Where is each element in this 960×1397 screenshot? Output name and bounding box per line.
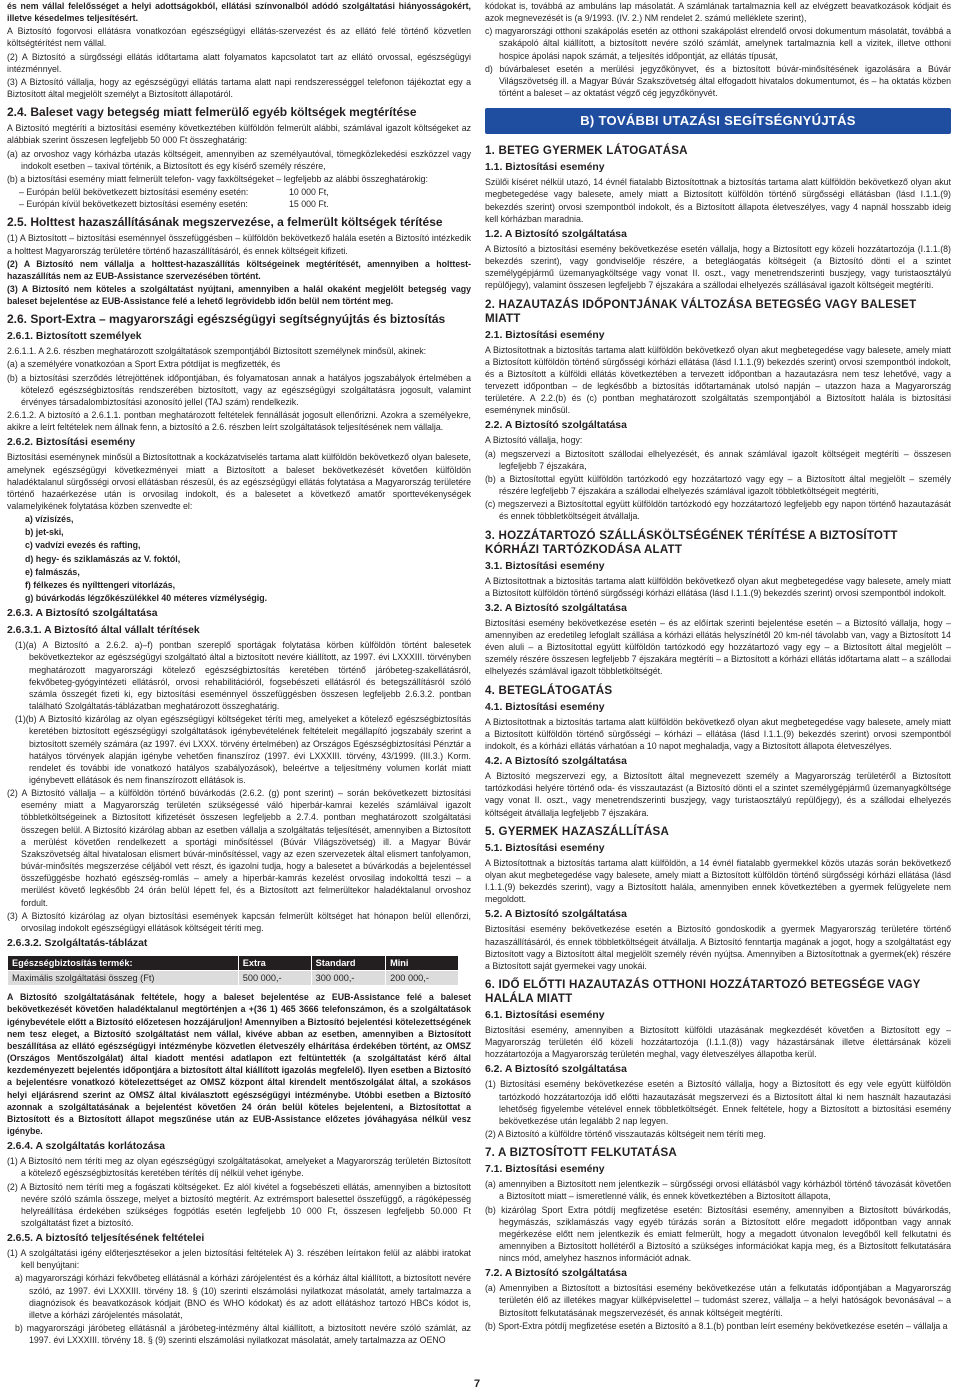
- table-cell: 200 000,-: [386, 971, 459, 986]
- list-item: (a) a személyére vonatkozóan a Sport Extra pótdíjat is megfizették, és: [7, 359, 281, 370]
- chapter-heading: 6. IDŐ ELŐTTI HAZAUTAZÁS OTTHONI HOZZÁTARTOZÓ BETEGSÉGE VAGY HALÁLA MIATT: [485, 977, 921, 1005]
- paragraph: (1) A Biztosító nem téríti meg az olyan egészségügyi szolgáltatásokat, amelyeket a Magyarország területén Biztosított a kötelező egészségbiztosítás keretében térítés díj nélkül vehet igénybe.: [7, 1156, 471, 1179]
- paragraph: 2.6.1.2. A biztosító a 2.6.1.1. pontban meghatározott feltételek fennállását jogosult ellenőrizni. Azokra a személyekre, akikre a leírt feltételek nem állnak fenn, a biztosító a 2.6. részben leírt szolgáltatások teljesítésének nem vállalja.: [7, 410, 471, 433]
- paragraph: (2) A Biztosító vállalja – a külföldön történő búvárkodás (2.6.2. (g) pont szerint) – során bekövetkezett biztosítási esemény miatt a Magyarország területén szükségessé váló hiperbár-kamrai kezelés számláival igazolt többletköltségeinek a Biztosított kifizetését összesen legfeljebb a 2.7.4. pontban meghatározott szolgáltatási összegen belül. A Biztosító kizárólag abban az esetben vállalja a szolgáltatás teljesítését, amennyiben a Biztosított a merülést követően rendelkezett a sportági minősítéssel (Búvár Világszövetség) ill. a Magyar Búvár Szakszövetség által hivatalosan elismert búvár-minősítéssel, vagy az ezen szervezetek által elismert tanfolyamon, búvár-minősítés megszerzése céljából vett részt, és igazolni tudja, hogy a balesetet a búvárkodás a bejelentéssel összefüggésbe hozható egészség-romlás – amely a hiperbár-kamrás kezelést orvosilag indokolttá teszi – a merülést követő legkésőbb 24 órán belül lépett fel, és a Biztosított azt felmerültekor haladéktalanul orvoshoz fordult.: [7, 788, 471, 908]
- table-header-cell: Extra: [238, 956, 311, 971]
- paragraph: (1)(a) A Biztosító a 2.6.2. a)–f) pontban szereplő sportágak folytatása körben külföldön történt balesetek bekövetkeztekor az egészségügyi szolgáltató által a biztosított nevére kiállított, az 1997. évi LXXXIII. törvényben meghatározott magyarországi kötelező egészségbiztosítás keretében történő járóbeteg-szakellátásról, fekvőbeteg-gyógyintézeti ellátásról, orvosi rehabilitációról, fogsebészeti ellátásról és betegszállításról szóló számla összegét fizeti ki, egy biztosítási eseménnyel összefüggésben összesen legfeljebb 2.6.3.2. pontban található Szolgáltatás-táblázatban meghatározott összeghatárig.: [15, 640, 471, 712]
- sport-list-item: g) búvárkodás légzőkészülékkel 40 méteres vízmélységig.: [25, 593, 268, 604]
- list-item: (a) az orvoshoz vagy kórházba utazás költségeit, amennyiben az személyautóval, tömegközlekedési eszközzel vagy indokolt esetben – taxival történik, a Biztosított és egy kísérő személy részére,: [7, 148, 471, 171]
- subheading: 2.6.4. A szolgáltatás korlátozása: [7, 1141, 166, 1153]
- table-row: [8, 971, 459, 986]
- list-item: (b) a Biztosítottal együtt külföldön tartózkodó egy hozzátartozó vagy egy – a Biztosított által megjelölt – személy részére legfeljebb 7 éjszakára a szállodai elhelyezés számlával igazolt többletköltségeit megtéríti,: [485, 473, 951, 497]
- paragraph: A Biztosítottnak a biztosítás tartama alatt külföldön bekövetkező olyan akut megbetegedése vagy balesete, amely miatt a Biztosított külföldön történő sürgősségi kórházi ellátása (lásd I.1.1.(9) bekezdés szerint) orvosi szempontból indokolt.: [485, 575, 951, 598]
- subheading: 6.1. Biztosítási esemény: [485, 1009, 605, 1021]
- list-item: d) búvárbaleset esetén a merülési jegyzőkönyvet, és a biztosított búvár-minősítésének igazolására a Búvár Világszövetség ill. a Magyar Búvár Szakszövetség által elfogadott hivatalos dokumentumot, és – ha oktatás közben történt a baleset – az oktatást végző cég jegyzőkönyvét.: [485, 63, 951, 99]
- intro-paragraph: (2) A Biztosító a sürgősségi ellátás időtartama alatt folyamatos kapcsolatot tart az ellátó orvossal, egészségügyi intézménnyel.: [7, 51, 471, 74]
- paragraph: Biztosítási eseménynek minősül a Biztosítottnak a kockázatviselés tartama alatt külföldön bekövetkező olyan balesete, amelynek egészségügyi következményei miatt a Biztosított a baleset bekövetkezését követően külföldön haladéktalanul sürgősségi orvosi ellátásban részesül, és az egészségügyi ellátás folytatása a Magyarország területére történő hazaérkezése után is orvosilag indokolt, és a balesetet a következő amatőr sporttevékenységek valamelyikének folytatása közben szenvedte el:: [7, 452, 471, 511]
- intro-paragraph: A Biztosító fogorvosi ellátásra vonatkozóan egészségügyi ellátás-szervezést és az ellátó felé történő közvetlen költségtérítést nem vállal.: [7, 26, 471, 49]
- subheading: 3.2. A Biztosító szolgáltatása: [485, 602, 627, 614]
- subheading: 2.6.5. A biztosító teljesítésének feltételei: [7, 1233, 205, 1245]
- paragraph: 2.6.1.1. A 2.6. részben meghatározott szolgáltatások szempontjából Biztosított személynek minősül, akinek:: [7, 346, 427, 357]
- subheading: 2.6.1. Biztosított személyek: [7, 331, 142, 343]
- paragraph: A Biztosító vállalja, hogy:: [485, 435, 583, 446]
- subheading: 1.1. Biztosítási esemény: [485, 162, 605, 174]
- paragraph: kódokat is, továbbá az ambuláns lap másolatát. A számlának tartalmaznia kell az elvégzett beavatkozások kódjait és azok megnevezését is (a 9/1993. (IV. 2.) NM rendelet 2. számú melléklete szerint),: [485, 1, 951, 24]
- paragraph: (1) A szolgáltatási igény előterjesztésekor a jelen biztosítási feltételek A) 3. részében leírtakon felül az alábbi iratokat kell benyújtani:: [7, 1248, 471, 1271]
- service-table: [7, 955, 459, 986]
- subheading: 3.1. Biztosítási esemény: [485, 560, 605, 572]
- paragraph: (1)(b) A Biztosító kizárólag az olyan egészségügyi költségeket téríti meg, amelyeket a kötelező egészségbiztosítás keretében biztosított egészségügyi szolgáltatások igénybevételének feltételeit megállapító jogszabály szerint a biztosított személy számára (az 1997. évi LXXX. törvény értelmében) az Országos Egészségbiztosítási Pénztár a hatályos törvények alapján igénybe vehetően finanszíroz (1997. évi LXXXIII. törvény, 43/1999. (III.3.) Korm. rendelet és további ide vonatkozó hatályos szabályozások), beleértve a teljesítmény volumen korlát miatt igénybevett ellátások és nem finanszírozott ellátások is.: [15, 714, 471, 785]
- paragraph: A Biztosító a biztosítási esemény bekövetkezése esetén vállalja, hogy a Biztosított egy közeli hozzátartozója (I.1.1.(8) bekezdés szerint), vagy gondviselője részére, a betegláogatás költségeit (a Biztosító dönti el a szintet személygépjármű üzemanyagköltsége vagy vonat II. oszt., vagy menetrendszerinti buszjegy, vagy turistaosztályú repülőjegy), valamint összesen legfeljebb 7 éjszakára a szállodai elhelyezés szállásával igazolt költségeit megtéríti.: [485, 243, 951, 291]
- paragraph: (1) A Biztosított – biztosítási eseménnyel összefüggésben – külföldön bekövetkező halála esetén a Biztosító intézkedik a holttest Magyarország területére történő hazaszállításáról, és ennek költségeit kifizeti.: [7, 233, 471, 256]
- sport-list-item: d) hegy- és sziklamászás az V. foktól,: [25, 553, 181, 564]
- right-column: [485, 0, 951, 1333]
- subheading: 2.6.3. A Biztosító szolgáltatása: [7, 608, 158, 620]
- paragraph: Biztosítási esemény bekövetkezése esetén a Biztosító gondoskodik a gyermek Magyarország területére történő hazaszállításáról, és ennek többletköltségeit átvállalja. A Biztosító fenntartja magának a jogot, hogy a szolgáltatást egy Biztosított vagy a Biztosított által megjelölt személy révén nyújtsa. Amennyiben a Biztosítottnak a gyermek(ek) részére a Biztosított saját gyermekei vagy unokái.: [485, 924, 951, 971]
- section-banner: B) TOVÁBBI UTAZÁSI SEGÍTSÉGNYÚJTÁS: [485, 108, 951, 134]
- page-number: 7: [474, 1378, 481, 1390]
- subheading: 5.2. A Biztosító szolgáltatása: [485, 909, 627, 921]
- intro-paragraph: és nem vállal felelősséget a helyi adottságokból, ellátási színvonalból adódó szolgáltatási hiányosságokért, illetve késedelmes teljesítésért.: [7, 1, 471, 24]
- subheading: 6.2. A Biztosító szolgáltatása: [485, 1064, 627, 1076]
- paragraph: Biztosítási esemény bekövetkezése esetén – és az előírtak szerinti bejelentése esetén – a Biztosító vállalja, hogy – amennyiben az eredetileg lefoglalt szállása a kórházi ellátás helyszínétől 20 km-nél távolabb van, vagy a Biztosított 14 éven aluli – a Biztosítottal együtt külföldön tartózkodó egy hozzátartozó vagy egy – a Biztosított által megjelölt – személy részére összesen legfeljebb 7 éjszakára megtéríti – a Biztosított a kórházi ellátás időtartama alatt – a szállodai elhelyezés számlával igazolt többletköltségét.: [485, 617, 951, 677]
- sport-list-item: c) vadvízi evezés és rafting,: [25, 540, 141, 551]
- paragraph: A Biztosító megtéríti a biztosítási esemény következtében külföldön felmerült alábbi, számlával igazolt költségeket az alábbiak szerint összesen legfeljebb 50 000 Ft összeghatárig:: [7, 123, 471, 146]
- subheading: 2.6.3.1. A Biztosító által vállalt térítések: [7, 625, 200, 637]
- chapter-heading: 7. A BIZTOSÍTOTT FELKUTATÁSA: [485, 1146, 677, 1160]
- chapter-heading: 4. BETEGLÁTOGATÁS: [485, 683, 613, 697]
- cost-limit-row: – Európán belül bekövetkezett biztosítási esemény esetén: 10 000 Ft,: [19, 187, 329, 198]
- list-item: (b) a biztosítási szerződés létrejöttének időpontjában, és folyamatosan annak a hatályos jogszabályok értelmében a kötelező egészségbiztosítás rendszerében biztosított, vagy az egészségügyi szolgáltatásra jogosult, valamint érvényes társadalombiztosítási azonosító jellel (TAJ szám) rendelkezik.: [7, 372, 471, 407]
- list-item: (a) Amennyiben a Biztosított a biztosítási esemény bekövetkezése után a felkutatás időpontjában a Magyarország területén élő az illetékes magyar külképviselettel – tudomást szerez, vállalja – a helyi hatóságok bevonásával – a Biztosított felkutatásának megszervezését, és annak költségeit megtéríti.: [485, 1283, 951, 1318]
- chapter-heading: 2. HAZAUTAZÁS IDŐPONTJÁNAK VÁLTOZÁSA BETEGSÉG VAGY BALESET MIATT: [485, 297, 917, 325]
- table-header-row: [8, 956, 459, 971]
- paragraph: (2) A Biztosító nem vállalja a holttest-hazaszállítás költségeinek megtérítését, amennyiben a holttest-hazaszállítás nem az EUB-Assistance szervezésében történt.: [7, 258, 471, 281]
- list-item: (c) megszervezi a Biztosítottal együtt külföldön tartózkodó egy hozzátartozó legfeljebb egy napon történő hazautazását és ennek többletköltségeit átvállalja.: [485, 499, 951, 522]
- chapter-heading: 1. BETEG GYERMEK LÁTOGATÁSA: [485, 144, 688, 158]
- subheading: 4.1. Biztosítási esemény: [485, 701, 605, 713]
- paragraph: (2) A Biztosító nem téríti meg a fogászati költségeket. Ez alól kivétel a fogsebészeti ellátás, amennyiben a biztosított nevére szóló számla összege, melyet a biztosító megtérít. Az extrémsport balesettel összefüggő, a rágóképesség helyreállítása érdekében szükséges fogpótlás esetén legfeljebb 10 000 Ft, összesen legfeljebb 50.000 Ft szolgáltatást fizet a biztosító.: [7, 1181, 471, 1228]
- paragraph: (3) A Biztosító nem köteles a szolgáltatást nyújtani, amennyiben a halál okaként megjelölt betegség vagy baleset bejelentése az EUB-Assistance felé a lehető legrövidebb időn belül nem történt meg.: [7, 283, 471, 307]
- list-item: c) magyarországi otthoni szakápolás esetén az otthoni szakápolást elrendelő orvosi dokumentum másolatát, továbbá a szakápoló által kiállított, a biztosított nevére szóló számlát, amelynek tartalmaznia kell a vizitek, illetve otthoni hospice ápolási napok számát, a teljesítés időpontját, az ellátás típusát,: [485, 26, 951, 61]
- subheading: 7.2. A Biztosító szolgáltatása: [485, 1268, 627, 1280]
- paragraph: Biztosítási esemény, amennyiben a Biztosított külföldi utazásának megkezdését követően a Biztosított egy – Magyarország területén élő közeli hozzátartozója (I.1.1.(8)) vagy házastársának illetve élettársának közeli hozzátartozója a Magyarország területén meghal, vagy életveszélyes állapotba kerül.: [485, 1024, 951, 1060]
- paragraph: (3) A Biztosító kizárólag az olyan biztosítási események kapcsán felmerült költséget hat hónapon belül ellenőrzi, orvosilag indokolt egészségügyi ellátások költségeit téríti meg.: [7, 910, 471, 933]
- sport-list-item: b) jet-ski,: [25, 527, 64, 538]
- table-header-cell: Standard: [311, 956, 385, 971]
- paragraph: A Biztosítottnak a biztosítás tartama alatt külföldön, a 14 évnél fiatalabb gyermekkel közös utazás során bekövetkező olyan akut megbetegedése vagy balesete, amely miatt a Biztosított külföldön történő sürgősségi kórházi ellátása (lásd I.1.1.(9) bekezdés szerint), vagy a Biztosított halála, amennyiben ennek következtében a gyermek felügyelete nem megoldott.: [485, 857, 951, 905]
- subheading: 2.1. Biztosítási esemény: [485, 329, 605, 341]
- section-heading-2-6: 2.6. Sport-Extra – magyarországi egészségügyi segítségnyújtás és biztosítás: [7, 312, 446, 327]
- list-item: (2) A Biztosító a külföldre történő visszautazás költségeit nem téríti meg.: [485, 1129, 766, 1140]
- cost-limit-row: – Európán kívül bekövetkezett biztosítási esemény esetén: 15 000 Ft.: [19, 199, 329, 210]
- table-header-cell: Egészségbiztosítás termék:: [8, 956, 239, 971]
- list-item: (b) kizárólag Sport Extra pótdíj megfizetése esetén: Biztosítási esemény, amennyiben a Biztosított búvárkodás, hegymászás, sziklamászás vagy egyéb túrázás során a Biztosított előre megadott időpontban vagy annak megérkezése előtt nem jelentkezik és emiatt felmerült, hogy a megadott útvonalon levegőből kell felkutatni és amennyiben a Biztosított hollétéről a Biztosító a szükséges információkat kapja meg, és a Biztosított felkutatására nincs mód, amelyhez hasznos információt adnak.: [485, 1204, 951, 1264]
- left-column: [7, 0, 471, 1347]
- paragraph: A Biztosító megszervezi egy, a Biztosított által megnevezett személy a Magyarország területéről a Biztosított tartózkodási helyére történő oda- és visszautazást (a Biztosító dönti el a szintet személygépjármű üzemanyagköltsége vagy vonat II. oszt., vagy menetrendszerinti buszjegy, vagy turistaosztályú repülőjegy), és a szállodai elhelyezés költségeit átvállalja legfeljebb 7 éjszakára.: [485, 771, 951, 818]
- table-cell: 300 000,-: [311, 971, 385, 986]
- paragraph: Szülői kíséret nélkül utazó, 14 évnél fiatalabb Biztosítottnak a biztosítás tartama alatt külföldön bekövetkező olyan akut megbetegedése vagy balesete, amely miatt a Biztosított külföldön történő sürgősségi ellátásban (lásd I.1.1.(9) bekezdés szerint) orvosi szempontból indokolt, és a Biztosított állapota életveszélyes, vagy 4 napnál hosszabb ideig kell kórházban maradnia.: [485, 177, 951, 224]
- table-cell: Maximális szolgáltatási összeg (Ft): [8, 971, 239, 986]
- list-item: (b) Sport-Extra pótdíj megfizetése esetén a Biztosító a 8.1.(b) pontban leírt esemény bekövetkezése esetén – vállalja a: [485, 1320, 948, 1331]
- subheading: 7.1. Biztosítási esemény: [485, 1164, 605, 1176]
- subheading: 1.2. A Biztosító szolgáltatása: [485, 228, 627, 240]
- chapter-heading: 5. GYERMEK HAZASZÁLLÍTÁSA: [485, 824, 670, 838]
- subheading: 2.6.3.2. Szolgáltatás-táblázat: [7, 938, 148, 949]
- section-heading-2-4: 2.4. Baleset vagy betegség miatt felmerülő egyéb költségek megtérítése: [7, 105, 417, 120]
- chapter-heading: 3. HOZZÁTARTOZÓ SZÁLLÁSKÖLTSÉGÉNEK TÉRÍTÉSE A BIZTOSÍTOTT KÓRHÁZI TARTÓZKODÁSA ALATT: [485, 528, 898, 556]
- paragraph: A Biztosító szolgáltatásának feltétele, hogy a baleset bejelentése az EUB-Assistance felé a baleset bekövetkezését követően haladéktalanul megtörténjen a +(36 1) 465 3666 telefonszámon, és a szolgáltatások igénybevétele előtt a Biztosító előzetesen hozzájáruljon! Amennyiben a Biztosító bejelentési kötelezettségének nem tesz eleget, a Biztosító szolgáltatást nem vállal, kivéve abban az esetben, amennyiben a Biztosított beszállítása az ellátó egészségügyi intézménybe közvetlen életveszély elhárítása érdekében történt, az OMSZ (Országos Mentőszolgálat) által kiadott mentési adatlapon ezt feltüntették (a szolgáltatást kérő által kezdeményezett bejelentés időpontjára a biztosított által kiállított igazolás megfelelő). Ilyen esetben a Biztosító a bejelentésre vonatkozó kötelezettséget az OMSZ központ által kirendelt mentőszolgálat által, a szokásos helyi eljárásrend szerint az OMSZ által kiválasztott egészségügyi intézménybe. Utóbbi esetben a Biztosító azonnak a szolgáltatásának a bejelentést követően 24 órán belül köteles bejelenteni, a Biztosítottat a Biztosított és a Biztosított állapot megszűnése után az EUB-Assistance előzetes jóváhagyása nélkül vesz igénybe.: [7, 992, 471, 1137]
- subheading: 4.2. A Biztosító szolgáltatása: [485, 756, 627, 768]
- subheading: 2.6.2. Biztosítási esemény: [7, 437, 136, 449]
- list-item: a) magyarországi kórházi fekvőbeteg ellátásnál a kórházi zárójelentést és a kórház által kiállított, a biztosított nevére szóló, az 1997. évi LXXXIII. törvény 18. § (10) szerinti elszámolási nyilatkozat másolatát, amely tartalmazza a diagnózisok és beavatkozások kódjait (BNO és WHO kódokat) és az adott ellátáshoz tartozó HBCs kódot is, illetve a kórházi zárójelentés másolatát,: [15, 1273, 471, 1320]
- list-item: (b) a biztosítási esemény miatt felmerült telefon- vagy faxköltségeket – legfeljebb az alábbi összeghatárokig:: [7, 173, 429, 184]
- list-item: (a) amennyiben a Biztosított nem jelentkezik – sürgősségi orvosi ellátásból vagy kórházból történő távozását követően a Biztosított miatt – ismeretlenné válik, és ennek következtében a Biztosított állapota,: [485, 1179, 951, 1202]
- list-item: (a) megszervezi a Biztosított szállodai elhelyezését, és annak számlával igazolt költségeit megtéríti – összesen legfeljebb 7 éjszakára,: [485, 448, 951, 471]
- sport-list-item: a) vízisízés,: [25, 514, 74, 525]
- sport-list-item: f) félkezes és nyílttengeri vitorlázás,: [25, 579, 176, 590]
- sport-list-item: e) falmászás,: [25, 566, 80, 577]
- subheading: 5.1. Biztosítási esemény: [485, 842, 605, 854]
- paragraph: A Biztosítottnak a biztosítás tartama alatt külföldön bekövetkező olyan akut megbetegedése vagy balesete, amely miatt a Biztosított külföldön történő sürgősségi kórházi ellátása (lásd I.1.1.(9) bekezdés szerint) orvosi szempontból indokolt, és a Biztosított a külföldi ellátás következtében a tervezett időpontban a hazautazásra nem tesz lehetővé, vagy a tervezett időpontban – de legkésőbb a biztosítás időtartamának utolsó napján – utazzon haza a Magyarország területére. A 2.2.(b) és (c) pontban meghatározott szolgáltatás szempontjából a Biztosított halála is biztosítási eseménynek minősül.: [485, 344, 951, 416]
- table-cell: 500 000,-: [238, 971, 311, 986]
- subheading: 2.2. A Biztosító szolgáltatása: [485, 420, 627, 432]
- list-item: (1) Biztosítási esemény bekövetkezése esetén a Biztosító vállalja, hogy a Biztosított és egy vele együtt külföldön tartózkodó hozzátartozója idő előtti hazautazását megszervezi és a Biztosított által ki nem használt hazautazási lehetőség figyelembe vételével ennek többletköltségét. Ennek feltétele, hogy a Biztosított a biztosítási esemény bekövetkezése után legalább 2 nap legyen.: [485, 1079, 951, 1126]
- table-header-cell: Mini: [386, 956, 459, 971]
- section-heading-2-5: 2.5. Holttest hazaszállításának megszervezése, a felmerült költségek térítése: [7, 215, 443, 230]
- paragraph: A Biztosítottnak a biztosítás tartama alatt külföldön bekövetkező olyan akut megbetegedése vagy balesete, amely miatt a Biztosított külföldön történő sürgősségi – kórházi – ellátása (lásd I.1.1.(9) bekezdés szerint) orvosi szempontból indokolt, és a kórházi ellátás várhatóan a 10 napot meghaladja, vagy a Biztosított állapota életveszélyes.: [485, 716, 951, 751]
- intro-paragraph: (3) A Biztosító vállalja, hogy az egészségügyi ellátás tartama alatt napi rendszerességgel telefonon tájékoztat egy a Biztosított által megjelölt személyt a Biztosított állapotáról.: [7, 76, 471, 100]
- list-item: b) magyarországi járóbeteg ellátásnál a járóbeteg-intézmény által kiállított, a biztosított nevére szóló számlát, az 1997. évi LXXXIII. törvény 18. § (9) szerinti elszámolási nyilatkozat másolatát, amely tartalmazza az OENO: [15, 1323, 471, 1346]
